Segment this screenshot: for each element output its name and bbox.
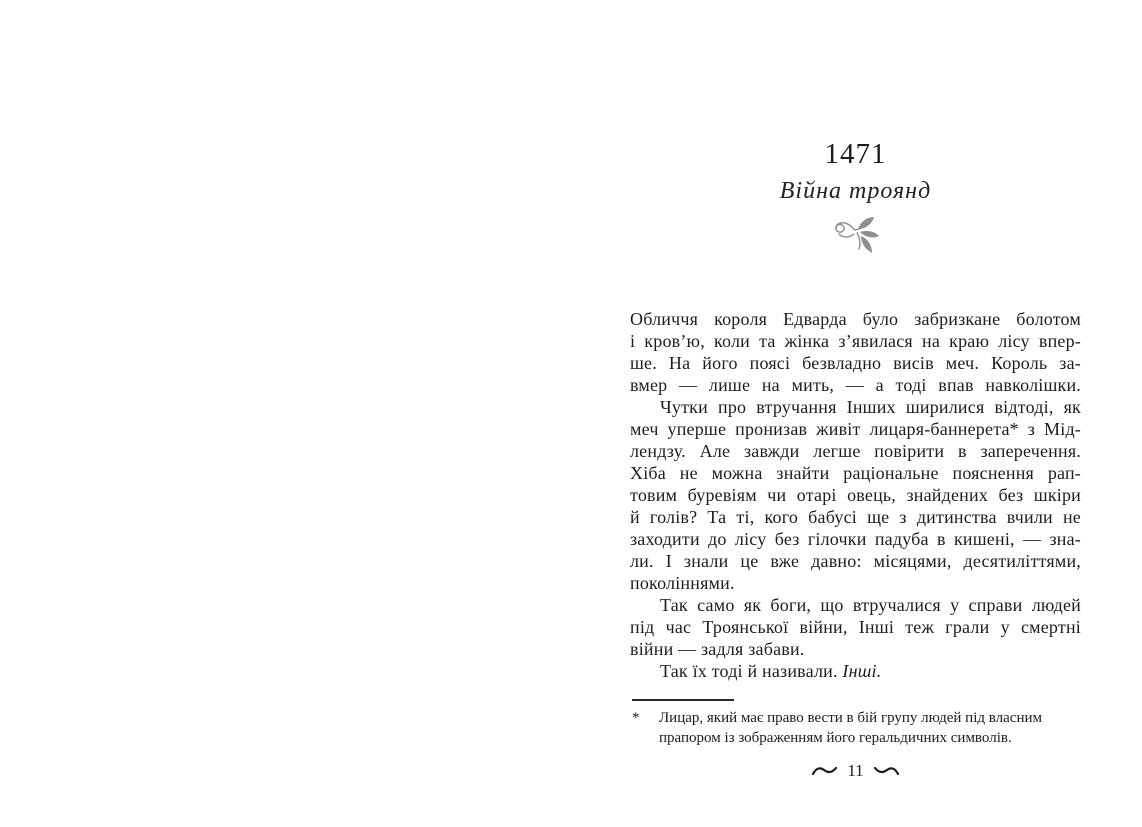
body-text [630, 308, 1081, 682]
body-line: Хіба не можна знайти раціональне пояснення рап- [630, 463, 1081, 483]
body-line: під час Троянської війни, Інші теж грали у смертні [630, 617, 1081, 637]
body-line: Так само як боги, що втручалися у справи людей [660, 595, 1081, 615]
body-line-italic-word: Інші. [842, 661, 882, 681]
body-line: лендзу. Але завжди легше повірити в заперечення. [630, 441, 1081, 461]
body-line: війни — задля забави. [630, 639, 805, 659]
body-line: товим буревіям чи отарі овець, знайдених без шкіри [630, 485, 1081, 505]
footnote-marker: * [632, 710, 640, 726]
body-line: заходити до лісу без гілочки падуба в кишені, — зна- [630, 529, 1081, 549]
body-line: ше. На його поясі безвладно висів меч. Король за- [630, 353, 1081, 373]
footnote [630, 708, 1081, 748]
body-line: Чутки про втручання Інших ширилися відтоді, як [660, 397, 1081, 417]
footnote-line: Лицар, який має право вести в бій групу людей під власним [659, 710, 1042, 726]
body-line-lead: Так їх тоді й називали. [660, 661, 843, 681]
text-column [630, 0, 1081, 748]
body-line: і кров’ю, коли та жінка з’явилася на краю лісу впер- [630, 331, 1081, 351]
footnote-line: прапором із зображенням його геральдичних символів. [659, 730, 1012, 746]
page-number: 11 [847, 761, 864, 780]
ornament-container [630, 216, 1081, 256]
body-line: й голів? Та ті, кого бабусі ще з дитинства вчили не [630, 507, 1081, 527]
tilde-ornament-left-icon [812, 765, 838, 777]
body-line: вмер — лише на мить, — а тоді впав навколішки. [630, 375, 1081, 395]
body-line [630, 660, 1081, 682]
page-footer [630, 760, 1081, 782]
tilde-ornament-right-icon [873, 765, 899, 777]
floral-ornament-icon [827, 216, 885, 256]
chapter-title: Війна троянд [779, 178, 932, 204]
body-line: Обличчя короля Едварда було забризкане болотом [630, 309, 1081, 329]
footnote-separator [632, 699, 734, 701]
body-line: меч уперше пронизав живіт лицаря-баннерета* з Мід- [630, 419, 1081, 439]
footnote-text [659, 708, 1081, 748]
body-line: ли. І знали це вже давно: місяцями, десятиліттями, [630, 551, 1081, 571]
body-line: поколіннями. [630, 573, 735, 593]
chapter-year-heading: 1471 [824, 138, 887, 170]
